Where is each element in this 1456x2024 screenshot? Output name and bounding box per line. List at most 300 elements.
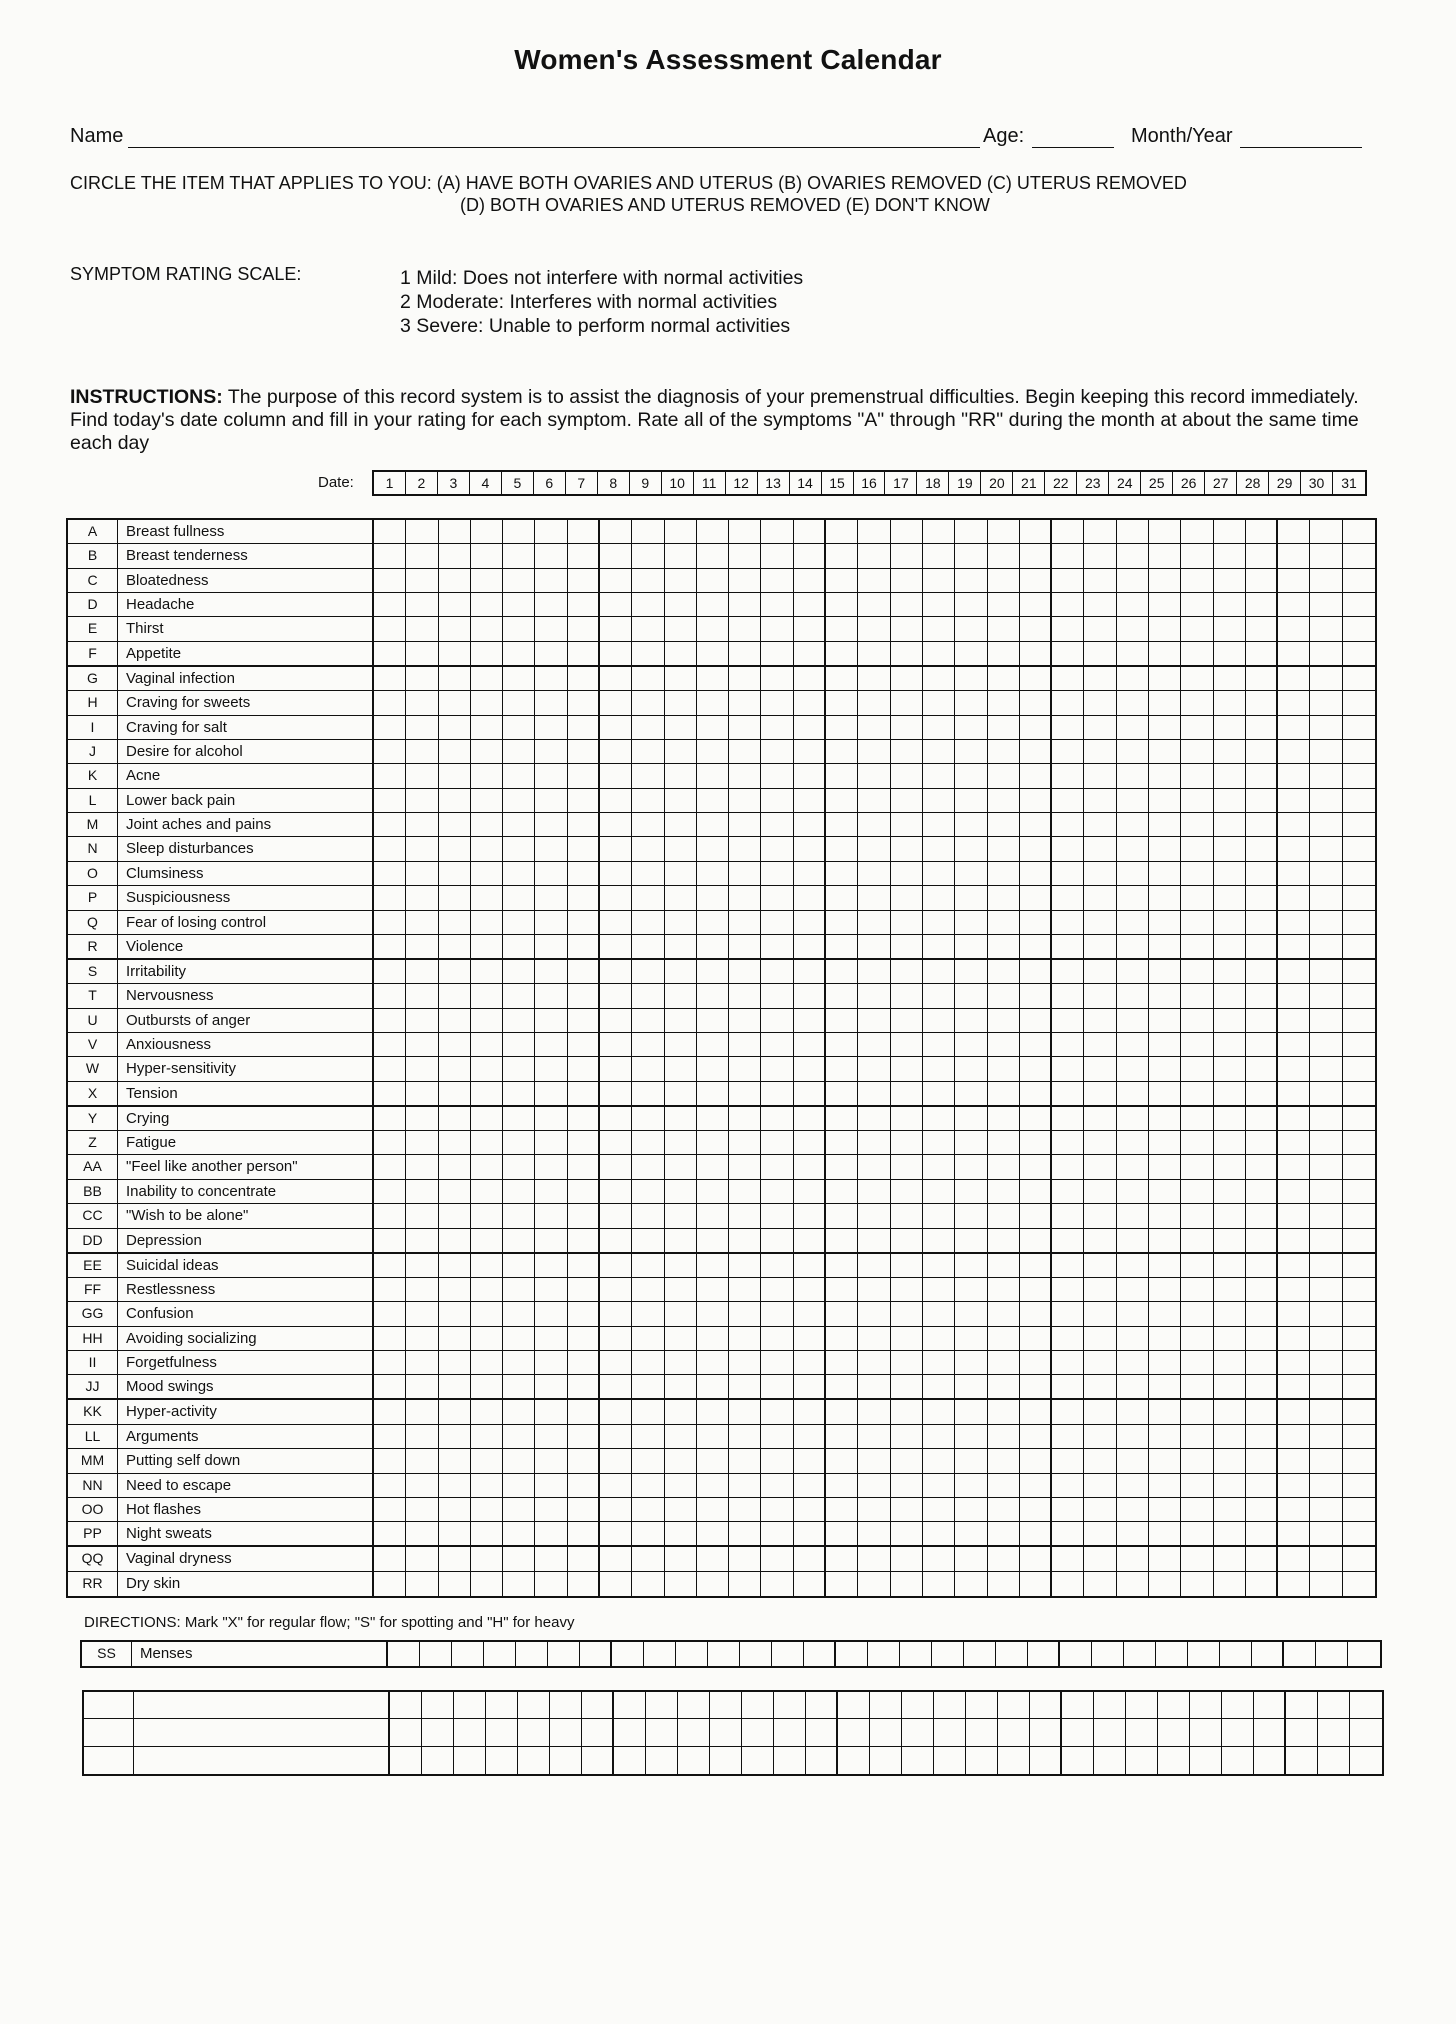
- symptom-g-day-12-cell[interactable]: [729, 667, 761, 690]
- symptom-qq-day-10-cell[interactable]: [665, 1547, 697, 1570]
- symptom-i-day-2-cell[interactable]: [406, 716, 438, 739]
- symptom-nn-day-10-cell[interactable]: [665, 1474, 697, 1497]
- symptom-ll-day-20-cell[interactable]: [988, 1425, 1020, 1448]
- symptom-pp-day-1-cell[interactable]: [374, 1522, 406, 1545]
- symptom-j-day-28-cell[interactable]: [1246, 740, 1278, 763]
- symptom-z-day-18-cell[interactable]: [923, 1131, 955, 1154]
- menses-day-1-cell[interactable]: [388, 1642, 420, 1666]
- symptom-ee-day-29-cell[interactable]: [1278, 1254, 1310, 1277]
- symptom-nn-day-17-cell[interactable]: [891, 1474, 923, 1497]
- symptom-m-day-19-cell[interactable]: [955, 813, 987, 836]
- symptom-ee-day-1-cell[interactable]: [374, 1254, 406, 1277]
- symptom-oo-day-2-cell[interactable]: [406, 1498, 438, 1521]
- symptom-mm-day-27-cell[interactable]: [1214, 1449, 1246, 1472]
- symptom-cc-day-14-cell[interactable]: [794, 1204, 826, 1227]
- symptom-o-day-22-cell[interactable]: [1052, 862, 1084, 885]
- symptom-dd-day-24-cell[interactable]: [1117, 1229, 1149, 1252]
- symptom-j-day-29-cell[interactable]: [1278, 740, 1310, 763]
- symptom-rr-day-16-cell[interactable]: [858, 1572, 890, 1596]
- symptom-kk-day-24-cell[interactable]: [1117, 1400, 1149, 1423]
- symptom-ee-day-5-cell[interactable]: [503, 1254, 535, 1277]
- symptom-mm-day-14-cell[interactable]: [794, 1449, 826, 1472]
- age-field[interactable]: [1032, 146, 1114, 148]
- symptom-kk-day-14-cell[interactable]: [794, 1400, 826, 1423]
- symptom-a-day-31-cell[interactable]: [1343, 520, 1375, 543]
- symptom-cc-day-29-cell[interactable]: [1278, 1204, 1310, 1227]
- symptom-r-day-13-cell[interactable]: [761, 935, 793, 958]
- symptom-nn-day-30-cell[interactable]: [1310, 1474, 1342, 1497]
- symptom-rr-day-12-cell[interactable]: [729, 1572, 761, 1596]
- symptom-g-day-5-cell[interactable]: [503, 667, 535, 690]
- symptom-i-day-6-cell[interactable]: [535, 716, 567, 739]
- symptom-n-day-15-cell[interactable]: [826, 837, 858, 860]
- symptom-z-day-6-cell[interactable]: [535, 1131, 567, 1154]
- blank-2-day-26-cell[interactable]: [1190, 1719, 1222, 1745]
- symptom-nn-day-9-cell[interactable]: [632, 1474, 664, 1497]
- symptom-ee-day-9-cell[interactable]: [632, 1254, 664, 1277]
- symptom-ee-day-7-cell[interactable]: [568, 1254, 600, 1277]
- symptom-w-day-1-cell[interactable]: [374, 1057, 406, 1080]
- symptom-t-day-26-cell[interactable]: [1181, 984, 1213, 1007]
- symptom-pp-day-14-cell[interactable]: [794, 1522, 826, 1545]
- symptom-l-day-16-cell[interactable]: [858, 789, 890, 812]
- symptom-s-day-15-cell[interactable]: [826, 960, 858, 983]
- symptom-l-day-1-cell[interactable]: [374, 789, 406, 812]
- symptom-y-day-16-cell[interactable]: [858, 1107, 890, 1130]
- symptom-oo-day-28-cell[interactable]: [1246, 1498, 1278, 1521]
- symptom-w-day-30-cell[interactable]: [1310, 1057, 1342, 1080]
- symptom-p-day-13-cell[interactable]: [761, 886, 793, 909]
- symptom-e-day-19-cell[interactable]: [955, 617, 987, 640]
- symptom-cc-day-27-cell[interactable]: [1214, 1204, 1246, 1227]
- symptom-aa-day-14-cell[interactable]: [794, 1155, 826, 1178]
- symptom-ee-day-3-cell[interactable]: [439, 1254, 471, 1277]
- symptom-f-day-7-cell[interactable]: [568, 642, 600, 665]
- symptom-g-day-18-cell[interactable]: [923, 667, 955, 690]
- symptom-gg-day-13-cell[interactable]: [761, 1302, 793, 1325]
- symptom-p-day-15-cell[interactable]: [826, 886, 858, 909]
- blank-3-day-13-cell[interactable]: [774, 1747, 806, 1774]
- symptom-mm-day-31-cell[interactable]: [1343, 1449, 1375, 1472]
- symptom-b-day-20-cell[interactable]: [988, 544, 1020, 567]
- symptom-gg-day-11-cell[interactable]: [697, 1302, 729, 1325]
- symptom-u-day-18-cell[interactable]: [923, 1009, 955, 1032]
- symptom-t-day-8-cell[interactable]: [600, 984, 632, 1007]
- menses-day-27-cell[interactable]: [1220, 1642, 1252, 1666]
- symptom-aa-day-21-cell[interactable]: [1020, 1155, 1052, 1178]
- symptom-ii-day-23-cell[interactable]: [1084, 1351, 1116, 1374]
- symptom-o-day-13-cell[interactable]: [761, 862, 793, 885]
- symptom-m-day-21-cell[interactable]: [1020, 813, 1052, 836]
- symptom-l-day-23-cell[interactable]: [1084, 789, 1116, 812]
- symptom-k-day-2-cell[interactable]: [406, 764, 438, 787]
- symptom-cc-day-6-cell[interactable]: [535, 1204, 567, 1227]
- symptom-ff-day-13-cell[interactable]: [761, 1278, 793, 1301]
- symptom-g-day-9-cell[interactable]: [632, 667, 664, 690]
- symptom-mm-day-11-cell[interactable]: [697, 1449, 729, 1472]
- symptom-b-day-26-cell[interactable]: [1181, 544, 1213, 567]
- symptom-e-day-6-cell[interactable]: [535, 617, 567, 640]
- symptom-u-day-23-cell[interactable]: [1084, 1009, 1116, 1032]
- symptom-u-day-24-cell[interactable]: [1117, 1009, 1149, 1032]
- symptom-bb-day-30-cell[interactable]: [1310, 1180, 1342, 1203]
- symptom-k-day-11-cell[interactable]: [697, 764, 729, 787]
- blank-1-day-5-cell[interactable]: [518, 1692, 550, 1718]
- symptom-jj-day-10-cell[interactable]: [665, 1375, 697, 1398]
- symptom-o-day-18-cell[interactable]: [923, 862, 955, 885]
- symptom-kk-day-15-cell[interactable]: [826, 1400, 858, 1423]
- symptom-q-day-6-cell[interactable]: [535, 911, 567, 934]
- symptom-e-day-2-cell[interactable]: [406, 617, 438, 640]
- blank-1-day-19-cell[interactable]: [966, 1692, 998, 1718]
- blank-2-day-15-cell[interactable]: [838, 1719, 870, 1745]
- symptom-s-day-7-cell[interactable]: [568, 960, 600, 983]
- symptom-j-day-30-cell[interactable]: [1310, 740, 1342, 763]
- symptom-hh-day-25-cell[interactable]: [1149, 1327, 1181, 1350]
- circle-options-line-1[interactable]: CIRCLE THE ITEM THAT APPLIES TO YOU: (A) HAVE BOTH OVARIES AND UTERUS (B) OVARIES REMOVED (C) UTERUS REMOVED: [70, 173, 1187, 193]
- menses-day-31-cell[interactable]: [1348, 1642, 1380, 1666]
- symptom-u-day-3-cell[interactable]: [439, 1009, 471, 1032]
- symptom-w-day-16-cell[interactable]: [858, 1057, 890, 1080]
- symptom-u-day-10-cell[interactable]: [665, 1009, 697, 1032]
- symptom-x-day-27-cell[interactable]: [1214, 1082, 1246, 1105]
- symptom-nn-day-28-cell[interactable]: [1246, 1474, 1278, 1497]
- symptom-x-day-9-cell[interactable]: [632, 1082, 664, 1105]
- symptom-z-day-3-cell[interactable]: [439, 1131, 471, 1154]
- symptom-a-day-13-cell[interactable]: [761, 520, 793, 543]
- symptom-jj-day-14-cell[interactable]: [794, 1375, 826, 1398]
- symptom-gg-day-9-cell[interactable]: [632, 1302, 664, 1325]
- symptom-v-day-11-cell[interactable]: [697, 1033, 729, 1056]
- symptom-h-day-5-cell[interactable]: [503, 691, 535, 714]
- symptom-v-day-10-cell[interactable]: [665, 1033, 697, 1056]
- symptom-oo-day-25-cell[interactable]: [1149, 1498, 1181, 1521]
- menses-day-5-cell[interactable]: [516, 1642, 548, 1666]
- symptom-f-day-2-cell[interactable]: [406, 642, 438, 665]
- blank-2-day-7-cell[interactable]: [582, 1719, 614, 1745]
- symptom-k-day-27-cell[interactable]: [1214, 764, 1246, 787]
- symptom-ii-day-7-cell[interactable]: [568, 1351, 600, 1374]
- symptom-i-day-9-cell[interactable]: [632, 716, 664, 739]
- symptom-i-day-24-cell[interactable]: [1117, 716, 1149, 739]
- symptom-r-day-26-cell[interactable]: [1181, 935, 1213, 958]
- symptom-d-day-31-cell[interactable]: [1343, 593, 1375, 616]
- symptom-h-day-19-cell[interactable]: [955, 691, 987, 714]
- symptom-v-day-23-cell[interactable]: [1084, 1033, 1116, 1056]
- blank-1-day-31-cell[interactable]: [1350, 1692, 1382, 1718]
- symptom-b-day-2-cell[interactable]: [406, 544, 438, 567]
- symptom-m-day-31-cell[interactable]: [1343, 813, 1375, 836]
- symptom-v-day-8-cell[interactable]: [600, 1033, 632, 1056]
- symptom-bb-day-24-cell[interactable]: [1117, 1180, 1149, 1203]
- symptom-mm-day-25-cell[interactable]: [1149, 1449, 1181, 1472]
- symptom-t-day-14-cell[interactable]: [794, 984, 826, 1007]
- symptom-oo-day-11-cell[interactable]: [697, 1498, 729, 1521]
- symptom-mm-day-29-cell[interactable]: [1278, 1449, 1310, 1472]
- symptom-aa-day-15-cell[interactable]: [826, 1155, 858, 1178]
- symptom-hh-day-7-cell[interactable]: [568, 1327, 600, 1350]
- symptom-c-day-25-cell[interactable]: [1149, 569, 1181, 592]
- symptom-oo-day-1-cell[interactable]: [374, 1498, 406, 1521]
- menses-day-17-cell[interactable]: [900, 1642, 932, 1666]
- symptom-nn-day-15-cell[interactable]: [826, 1474, 858, 1497]
- symptom-oo-day-30-cell[interactable]: [1310, 1498, 1342, 1521]
- symptom-mm-day-4-cell[interactable]: [471, 1449, 503, 1472]
- symptom-bb-day-21-cell[interactable]: [1020, 1180, 1052, 1203]
- symptom-k-day-8-cell[interactable]: [600, 764, 632, 787]
- symptom-f-day-24-cell[interactable]: [1117, 642, 1149, 665]
- symptom-rr-day-9-cell[interactable]: [632, 1572, 664, 1596]
- symptom-f-day-12-cell[interactable]: [729, 642, 761, 665]
- symptom-rr-day-8-cell[interactable]: [600, 1572, 632, 1596]
- symptom-dd-day-6-cell[interactable]: [535, 1229, 567, 1252]
- symptom-s-day-2-cell[interactable]: [406, 960, 438, 983]
- symptom-r-day-17-cell[interactable]: [891, 935, 923, 958]
- symptom-ii-day-2-cell[interactable]: [406, 1351, 438, 1374]
- symptom-w-day-22-cell[interactable]: [1052, 1057, 1084, 1080]
- symptom-bb-day-25-cell[interactable]: [1149, 1180, 1181, 1203]
- symptom-f-day-30-cell[interactable]: [1310, 642, 1342, 665]
- symptom-u-day-7-cell[interactable]: [568, 1009, 600, 1032]
- symptom-mm-day-19-cell[interactable]: [955, 1449, 987, 1472]
- blank-label-cell[interactable]: [134, 1719, 390, 1746]
- symptom-ii-day-25-cell[interactable]: [1149, 1351, 1181, 1374]
- symptom-x-day-31-cell[interactable]: [1343, 1082, 1375, 1105]
- symptom-dd-day-16-cell[interactable]: [858, 1229, 890, 1252]
- symptom-s-day-24-cell[interactable]: [1117, 960, 1149, 983]
- symptom-qq-day-14-cell[interactable]: [794, 1547, 826, 1570]
- symptom-n-day-16-cell[interactable]: [858, 837, 890, 860]
- symptom-s-day-3-cell[interactable]: [439, 960, 471, 983]
- symptom-z-day-23-cell[interactable]: [1084, 1131, 1116, 1154]
- symptom-x-day-25-cell[interactable]: [1149, 1082, 1181, 1105]
- symptom-b-day-22-cell[interactable]: [1052, 544, 1084, 567]
- symptom-rr-day-24-cell[interactable]: [1117, 1572, 1149, 1596]
- symptom-j-day-24-cell[interactable]: [1117, 740, 1149, 763]
- symptom-y-day-27-cell[interactable]: [1214, 1107, 1246, 1130]
- symptom-u-day-25-cell[interactable]: [1149, 1009, 1181, 1032]
- symptom-l-day-10-cell[interactable]: [665, 789, 697, 812]
- symptom-t-day-6-cell[interactable]: [535, 984, 567, 1007]
- symptom-g-day-14-cell[interactable]: [794, 667, 826, 690]
- symptom-ll-day-6-cell[interactable]: [535, 1425, 567, 1448]
- symptom-kk-day-10-cell[interactable]: [665, 1400, 697, 1423]
- symptom-ii-day-24-cell[interactable]: [1117, 1351, 1149, 1374]
- symptom-r-day-22-cell[interactable]: [1052, 935, 1084, 958]
- symptom-x-day-28-cell[interactable]: [1246, 1082, 1278, 1105]
- symptom-hh-day-24-cell[interactable]: [1117, 1327, 1149, 1350]
- symptom-m-day-25-cell[interactable]: [1149, 813, 1181, 836]
- symptom-nn-day-22-cell[interactable]: [1052, 1474, 1084, 1497]
- symptom-o-day-3-cell[interactable]: [439, 862, 471, 885]
- symptom-cc-day-7-cell[interactable]: [568, 1204, 600, 1227]
- symptom-pp-day-22-cell[interactable]: [1052, 1522, 1084, 1545]
- symptom-nn-day-3-cell[interactable]: [439, 1474, 471, 1497]
- menses-day-23-cell[interactable]: [1092, 1642, 1124, 1666]
- blank-1-day-22-cell[interactable]: [1062, 1692, 1094, 1718]
- symptom-gg-day-19-cell[interactable]: [955, 1302, 987, 1325]
- symptom-gg-day-21-cell[interactable]: [1020, 1302, 1052, 1325]
- symptom-f-day-5-cell[interactable]: [503, 642, 535, 665]
- symptom-g-day-21-cell[interactable]: [1020, 667, 1052, 690]
- symptom-hh-day-5-cell[interactable]: [503, 1327, 535, 1350]
- symptom-ll-day-3-cell[interactable]: [439, 1425, 471, 1448]
- symptom-jj-day-30-cell[interactable]: [1310, 1375, 1342, 1398]
- symptom-nn-day-7-cell[interactable]: [568, 1474, 600, 1497]
- symptom-ll-day-2-cell[interactable]: [406, 1425, 438, 1448]
- symptom-c-day-14-cell[interactable]: [794, 569, 826, 592]
- symptom-f-day-1-cell[interactable]: [374, 642, 406, 665]
- symptom-nn-day-12-cell[interactable]: [729, 1474, 761, 1497]
- symptom-bb-day-17-cell[interactable]: [891, 1180, 923, 1203]
- symptom-r-day-2-cell[interactable]: [406, 935, 438, 958]
- symptom-g-day-30-cell[interactable]: [1310, 667, 1342, 690]
- symptom-aa-day-29-cell[interactable]: [1278, 1155, 1310, 1178]
- symptom-s-day-11-cell[interactable]: [697, 960, 729, 983]
- symptom-rr-day-4-cell[interactable]: [471, 1572, 503, 1596]
- blank-2-day-12-cell[interactable]: [742, 1719, 774, 1745]
- symptom-l-day-22-cell[interactable]: [1052, 789, 1084, 812]
- symptom-y-day-26-cell[interactable]: [1181, 1107, 1213, 1130]
- symptom-l-day-15-cell[interactable]: [826, 789, 858, 812]
- symptom-a-day-12-cell[interactable]: [729, 520, 761, 543]
- symptom-aa-day-12-cell[interactable]: [729, 1155, 761, 1178]
- symptom-y-day-11-cell[interactable]: [697, 1107, 729, 1130]
- blank-3-day-30-cell[interactable]: [1318, 1747, 1350, 1774]
- symptom-w-day-4-cell[interactable]: [471, 1057, 503, 1080]
- symptom-nn-day-31-cell[interactable]: [1343, 1474, 1375, 1497]
- symptom-ll-day-18-cell[interactable]: [923, 1425, 955, 1448]
- symptom-r-day-19-cell[interactable]: [955, 935, 987, 958]
- symptom-o-day-16-cell[interactable]: [858, 862, 890, 885]
- symptom-r-day-27-cell[interactable]: [1214, 935, 1246, 958]
- symptom-nn-day-4-cell[interactable]: [471, 1474, 503, 1497]
- symptom-pp-day-27-cell[interactable]: [1214, 1522, 1246, 1545]
- symptom-b-day-21-cell[interactable]: [1020, 544, 1052, 567]
- symptom-rr-day-10-cell[interactable]: [665, 1572, 697, 1596]
- symptom-pp-day-26-cell[interactable]: [1181, 1522, 1213, 1545]
- symptom-jj-day-7-cell[interactable]: [568, 1375, 600, 1398]
- symptom-k-day-17-cell[interactable]: [891, 764, 923, 787]
- symptom-q-day-18-cell[interactable]: [923, 911, 955, 934]
- symptom-g-day-13-cell[interactable]: [761, 667, 793, 690]
- symptom-n-day-14-cell[interactable]: [794, 837, 826, 860]
- symptom-kk-day-6-cell[interactable]: [535, 1400, 567, 1423]
- symptom-f-day-28-cell[interactable]: [1246, 642, 1278, 665]
- symptom-a-day-30-cell[interactable]: [1310, 520, 1342, 543]
- symptom-b-day-27-cell[interactable]: [1214, 544, 1246, 567]
- symptom-i-day-25-cell[interactable]: [1149, 716, 1181, 739]
- symptom-f-day-23-cell[interactable]: [1084, 642, 1116, 665]
- symptom-kk-day-26-cell[interactable]: [1181, 1400, 1213, 1423]
- menses-day-18-cell[interactable]: [932, 1642, 964, 1666]
- symptom-l-day-25-cell[interactable]: [1149, 789, 1181, 812]
- symptom-c-day-15-cell[interactable]: [826, 569, 858, 592]
- symptom-dd-day-14-cell[interactable]: [794, 1229, 826, 1252]
- symptom-qq-day-27-cell[interactable]: [1214, 1547, 1246, 1570]
- symptom-rr-day-5-cell[interactable]: [503, 1572, 535, 1596]
- symptom-dd-day-13-cell[interactable]: [761, 1229, 793, 1252]
- blank-1-day-11-cell[interactable]: [710, 1692, 742, 1718]
- blank-1-day-18-cell[interactable]: [934, 1692, 966, 1718]
- symptom-n-day-27-cell[interactable]: [1214, 837, 1246, 860]
- symptom-y-day-29-cell[interactable]: [1278, 1107, 1310, 1130]
- symptom-o-day-1-cell[interactable]: [374, 862, 406, 885]
- symptom-ll-day-12-cell[interactable]: [729, 1425, 761, 1448]
- symptom-jj-day-16-cell[interactable]: [858, 1375, 890, 1398]
- symptom-hh-day-28-cell[interactable]: [1246, 1327, 1278, 1350]
- symptom-bb-day-27-cell[interactable]: [1214, 1180, 1246, 1203]
- symptom-g-day-26-cell[interactable]: [1181, 667, 1213, 690]
- symptom-e-day-16-cell[interactable]: [858, 617, 890, 640]
- symptom-i-day-7-cell[interactable]: [568, 716, 600, 739]
- symptom-d-day-15-cell[interactable]: [826, 593, 858, 616]
- symptom-f-day-3-cell[interactable]: [439, 642, 471, 665]
- symptom-ee-day-21-cell[interactable]: [1020, 1254, 1052, 1277]
- symptom-ff-day-31-cell[interactable]: [1343, 1278, 1375, 1301]
- blank-3-day-1-cell[interactable]: [390, 1747, 422, 1774]
- symptom-a-day-2-cell[interactable]: [406, 520, 438, 543]
- symptom-i-day-29-cell[interactable]: [1278, 716, 1310, 739]
- symptom-v-day-20-cell[interactable]: [988, 1033, 1020, 1056]
- symptom-v-day-9-cell[interactable]: [632, 1033, 664, 1056]
- symptom-d-day-7-cell[interactable]: [568, 593, 600, 616]
- symptom-hh-day-2-cell[interactable]: [406, 1327, 438, 1350]
- symptom-q-day-26-cell[interactable]: [1181, 911, 1213, 934]
- blank-2-day-31-cell[interactable]: [1350, 1719, 1382, 1745]
- symptom-w-day-7-cell[interactable]: [568, 1057, 600, 1080]
- symptom-c-day-2-cell[interactable]: [406, 569, 438, 592]
- symptom-t-day-29-cell[interactable]: [1278, 984, 1310, 1007]
- symptom-c-day-18-cell[interactable]: [923, 569, 955, 592]
- symptom-dd-day-18-cell[interactable]: [923, 1229, 955, 1252]
- symptom-u-day-1-cell[interactable]: [374, 1009, 406, 1032]
- symptom-q-day-27-cell[interactable]: [1214, 911, 1246, 934]
- symptom-pp-day-12-cell[interactable]: [729, 1522, 761, 1545]
- symptom-m-day-26-cell[interactable]: [1181, 813, 1213, 836]
- symptom-cc-day-10-cell[interactable]: [665, 1204, 697, 1227]
- symptom-cc-day-1-cell[interactable]: [374, 1204, 406, 1227]
- symptom-cc-day-31-cell[interactable]: [1343, 1204, 1375, 1227]
- symptom-e-day-21-cell[interactable]: [1020, 617, 1052, 640]
- menses-day-8-cell[interactable]: [612, 1642, 644, 1666]
- symptom-h-day-8-cell[interactable]: [600, 691, 632, 714]
- blank-3-day-2-cell[interactable]: [422, 1747, 454, 1774]
- symptom-t-day-5-cell[interactable]: [503, 984, 535, 1007]
- symptom-ff-day-4-cell[interactable]: [471, 1278, 503, 1301]
- symptom-bb-day-6-cell[interactable]: [535, 1180, 567, 1203]
- symptom-pp-day-21-cell[interactable]: [1020, 1522, 1052, 1545]
- symptom-hh-day-15-cell[interactable]: [826, 1327, 858, 1350]
- symptom-aa-day-3-cell[interactable]: [439, 1155, 471, 1178]
- symptom-k-day-22-cell[interactable]: [1052, 764, 1084, 787]
- symptom-t-day-25-cell[interactable]: [1149, 984, 1181, 1007]
- symptom-pp-day-24-cell[interactable]: [1117, 1522, 1149, 1545]
- symptom-hh-day-23-cell[interactable]: [1084, 1327, 1116, 1350]
- symptom-f-day-22-cell[interactable]: [1052, 642, 1084, 665]
- symptom-h-day-7-cell[interactable]: [568, 691, 600, 714]
- symptom-ll-day-23-cell[interactable]: [1084, 1425, 1116, 1448]
- menses-day-13-cell[interactable]: [772, 1642, 804, 1666]
- symptom-o-day-6-cell[interactable]: [535, 862, 567, 885]
- symptom-l-day-3-cell[interactable]: [439, 789, 471, 812]
- symptom-mm-day-24-cell[interactable]: [1117, 1449, 1149, 1472]
- symptom-w-day-3-cell[interactable]: [439, 1057, 471, 1080]
- symptom-z-day-7-cell[interactable]: [568, 1131, 600, 1154]
- symptom-e-day-10-cell[interactable]: [665, 617, 697, 640]
- symptom-y-day-24-cell[interactable]: [1117, 1107, 1149, 1130]
- symptom-ii-day-30-cell[interactable]: [1310, 1351, 1342, 1374]
